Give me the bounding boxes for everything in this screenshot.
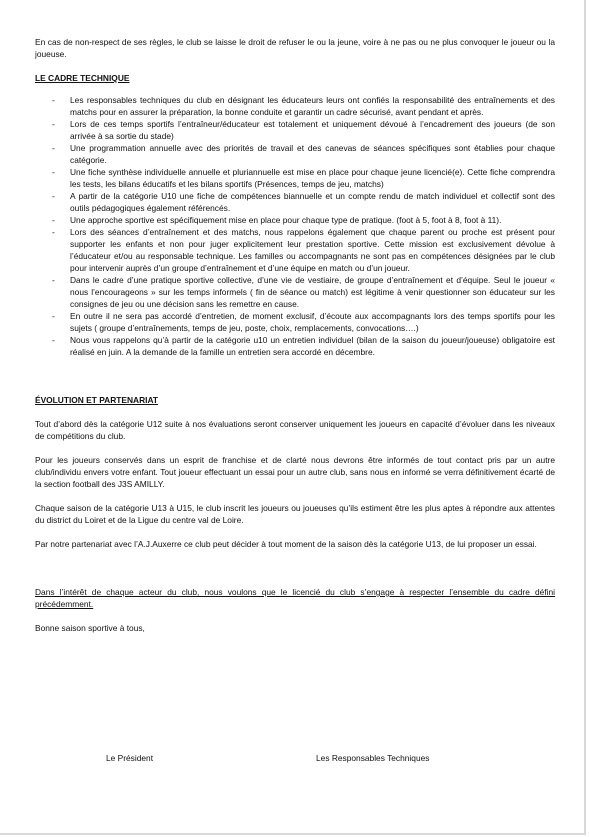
document-page — [35, 36, 555, 634]
bullet-dash: - — [52, 119, 55, 129]
bullet-dash: - — [52, 275, 55, 285]
list-item: - Lors des séances d’entraînement et des matchs, nous rappelons également que chaque parent ou proche est présent pour supporter les enfants et non pour juger explicitement leur prestation sportive. Cette mission est exclusivement dévolue à l’éducateur et/ou au responsable technique. Les familles ou accompagnants ne sont pas en compétences désignées par le club pour intervenir auprès d’un groupe d’entraînement et d’une équipe en match ou d’un joueur. — [52, 227, 555, 273]
bullet-dash: - — [52, 227, 55, 237]
list-item: - Les responsables techniques du club en désignant les éducateurs leurs ont confiés la responsabilité des entraînements et des matchs pour en assurer la préparation, la bonne conduite et garantir un cadre sécurisé, avant pendant et après. — [52, 95, 555, 117]
list-item: - A partir de la catégorie U10 une fiche de compétences biannuelle et un compte rendu de match individuel et collectif sont des outils pédagogiques également référencés. — [52, 191, 555, 213]
engagement-paragraph: Dans l’intérêt de chaque acteur du club, nous voulons que le licencié du club s’engage à respecter l’ensemble du cadre défini précédemment. — [35, 587, 555, 609]
list-item: - Une fiche synthèse individuelle annuelle et pluriannuelle est mise en place pour chaque jeune licencié(e). Cette fiche comprendra les tests, les bilans éducatifs et les bilans sportifs (Présences, temps de jeu, matchs) — [52, 167, 555, 189]
list-item: - Une approche sportive est spécifiquement mise en place pour chaque type de pratique. (foot à 5, foot à 8, foot à 11). — [52, 215, 502, 225]
list-item: - Nous vous rappelons qu’à partir de la catégorie u10 un entretien individuel (bilan de la saison du joueur/joueuse) obligatoire est réalisé en juin. A la demande de la famille un entretien sera accordé en décembre. — [52, 335, 555, 357]
list-item: - Une programmation annuelle avec des priorités de travail et des canevas de séances spécifiques sont établies pour chaque catégorie. — [52, 143, 555, 165]
cadre-list — [35, 94, 555, 358]
signature-technical: Les Responsables Techniques — [316, 753, 430, 763]
greeting: Bonne saison sportive à tous, — [35, 623, 145, 633]
bullet-dash: - — [52, 167, 55, 177]
signature-president: Le Président — [106, 753, 154, 763]
evolution-paragraph-3: Chaque saison de la catégorie U13 à U15, le club inscrit les joueurs ou joueuses qu’ils estiment être les plus aptes à répondre aux attentes du district du Loiret et de la Ligue du centre val de Loire. — [35, 503, 555, 525]
bullet-dash: - — [52, 215, 55, 225]
bullet-dash: - — [52, 335, 55, 345]
list-item: - Lors de ces temps sportifs l’entraîneur/éducateur est totalement et uniquement dévoué à l’encadrement des joueurs (de son arrivée à sa sortie du stade) — [52, 119, 555, 141]
evolution-paragraph-2: Pour les joueurs conservés dans un esprit de franchise et de clarté nous devrons être informés de tout contact pris par un autre club/individu envers votre enfant. Tout joueur effectuant un essai pour un autre club, sans nous en informé se verra définitivement écarté de la section football des J3S AMILLY. — [35, 455, 555, 489]
bullet-dash: - — [52, 311, 55, 321]
cadre-heading: LE CADRE TECHNIQUE — [35, 73, 130, 83]
evolution-paragraph-1: Tout d’abord dès la catégorie U12 suite à nos évaluations seront conserver uniquement les joueurs en capacité d’évoluer dans les niveaux de compétitions du club. — [35, 419, 555, 441]
bullet-dash: - — [52, 143, 55, 153]
evolution-paragraph-4: Par notre partenariat avec l’A.J.Auxerre ce club peut décider à tout moment de la saison dès la catégorie U13, de lui proposer un essai. — [35, 539, 537, 549]
evolution-heading: ÉVOLUTION ET PARTENARIAT — [35, 395, 158, 405]
list-item: - En outre il ne sera pas accordé d’entretien, de moment exclusif, d’écoute aux accompagnants lors des temps sportifs pour les sujets ( groupe d’entraînements, temps de jeu, poste, choix, remplacements, convocations….) — [52, 311, 555, 333]
intro-paragraph: En cas de non-respect de ses règles, le club se laisse le droit de refuser le ou la jeune, voire à ne pas ou ne plus convoquer le joueur ou la joueuse. — [35, 37, 555, 59]
bullet-dash: - — [52, 95, 55, 105]
list-item: - Dans le cadre d’une pratique sportive collective, d’une vie de vestiaire, de groupe d’entraînement et d’équipe. Seul le joueur « nous l’encourageons » sur les temps informels ( fin de séance ou match) est légitime à venir questionner son éducateur sur les consignes de jeu ou une décision sans les remettre en cause. — [52, 275, 555, 309]
bullet-dash: - — [52, 191, 55, 201]
